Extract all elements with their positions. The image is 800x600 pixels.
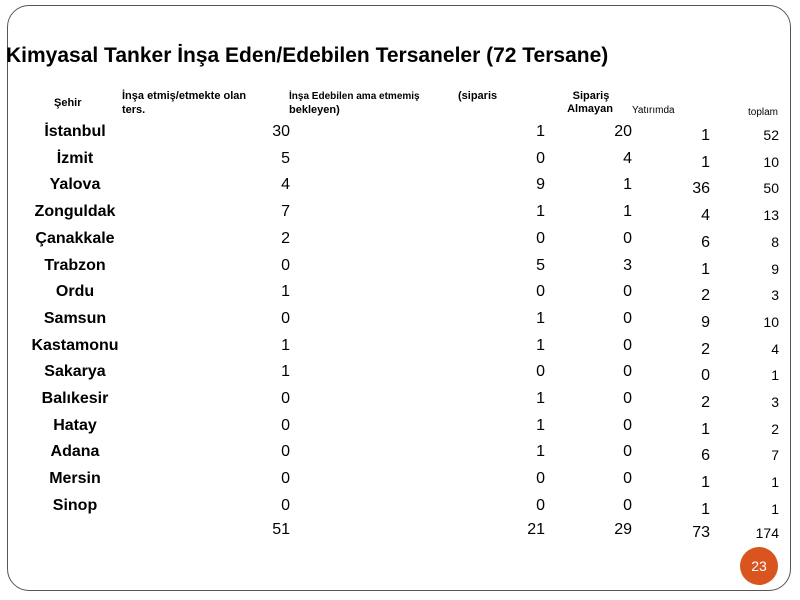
toplam-cell: 13 [763, 207, 779, 223]
yatirimda-cell: 1 [701, 261, 710, 278]
insa-cell: 30 [272, 123, 290, 140]
almayan-cell: 0 [623, 363, 632, 380]
bekleyen-cell: 1 [536, 417, 545, 434]
city-cell: Ordu [55, 283, 95, 300]
page-number-badge: 23 [740, 547, 778, 585]
yatirimda-cell: 6 [701, 234, 710, 251]
insa-cell: 0 [281, 443, 290, 460]
city-cell: Sakarya [44, 363, 106, 380]
header-sehir: Şehir [54, 97, 82, 109]
toplam-cell: 7 [771, 447, 779, 463]
insa-cell: 0 [281, 310, 290, 327]
city-cell: Adana [50, 443, 100, 460]
yatirimda-cell: 1 [701, 421, 710, 438]
almayan-cell: 0 [623, 310, 632, 327]
toplam-cell: 10 [763, 154, 779, 170]
almayan-cell: 0 [623, 417, 632, 434]
yatirimda-cell: 9 [701, 314, 710, 331]
almayan-cell: 1 [623, 176, 632, 193]
header-almayan-line2: Almayan [567, 103, 613, 115]
insa-cell: 0 [281, 390, 290, 407]
almayan-cell: 0 [623, 283, 632, 300]
yatirimda-cell: 0 [701, 367, 710, 384]
toplam-cell: 52 [763, 127, 779, 143]
city-cell: Trabzon [44, 257, 106, 274]
city-cell: Samsun [43, 310, 107, 327]
almayan-cell: 1 [623, 203, 632, 220]
insa-cell: 4 [281, 176, 290, 193]
bekleyen-cell: 1 [536, 337, 545, 354]
total-almayan: 29 [614, 521, 632, 538]
toplam-cell: 1 [771, 501, 779, 517]
insa-cell: 7 [281, 203, 290, 220]
bekleyen-cell: 0 [536, 363, 545, 380]
total-toplam: 174 [755, 525, 779, 541]
toplam-cell: 1 [771, 474, 779, 490]
toplam-cell: 4 [771, 341, 779, 357]
yatirimda-cell: 1 [701, 154, 710, 171]
insa-cell: 5 [281, 150, 290, 167]
city-cell: Mersin [49, 470, 101, 487]
bekleyen-cell: 1 [536, 123, 545, 140]
toplam-cell: 3 [771, 287, 779, 303]
header-siparis-line1: Sipariş [572, 90, 610, 102]
toplam-cell: 9 [771, 261, 779, 277]
insa-cell: 0 [281, 497, 290, 514]
almayan-cell: 0 [623, 230, 632, 247]
insa-cell: 1 [281, 337, 290, 354]
insa-cell: 1 [281, 283, 290, 300]
yatirimda-cell: 1 [701, 127, 710, 144]
header-edebilen-line1: İnşa Edebilen ama etmemiş [289, 91, 420, 102]
toplam-cell: 10 [763, 314, 779, 330]
city-cell: Balıkesir [41, 390, 109, 407]
bekleyen-cell: 9 [536, 176, 545, 193]
header-yatirimda: Yatırımda [632, 105, 675, 116]
total-bekleyen: 21 [527, 521, 545, 538]
bekleyen-cell: 1 [536, 390, 545, 407]
header-edebilen-line2: bekleyen) [289, 104, 340, 116]
bekleyen-cell: 1 [536, 310, 545, 327]
almayan-cell: 0 [623, 390, 632, 407]
toplam-cell: 3 [771, 394, 779, 410]
city-cell: Yalova [49, 176, 101, 193]
header-toplam: toplam [748, 107, 779, 118]
city-cell: İzmit [56, 150, 94, 167]
toplam-cell: 8 [771, 234, 779, 250]
yatirimda-cell: 2 [701, 394, 710, 411]
toplam-cell: 1 [771, 367, 779, 383]
bekleyen-cell: 0 [536, 150, 545, 167]
insa-cell: 0 [281, 257, 290, 274]
almayan-cell: 0 [623, 337, 632, 354]
city-cell: Sinop [52, 497, 98, 514]
yatirimda-cell: 1 [701, 501, 710, 518]
city-cell: Kastamonu [31, 337, 119, 354]
bekleyen-cell: 1 [536, 203, 545, 220]
yatirimda-cell: 36 [692, 180, 710, 197]
bekleyen-cell: 0 [536, 470, 545, 487]
yatirimda-cell: 4 [701, 207, 710, 224]
insa-cell: 2 [281, 230, 290, 247]
insa-cell: 0 [281, 470, 290, 487]
almayan-cell: 0 [623, 443, 632, 460]
yatirimda-cell: 1 [701, 474, 710, 491]
header-insa-line2: ters. [122, 104, 146, 116]
almayan-cell: 20 [614, 123, 632, 140]
yatirimda-cell: 2 [701, 287, 710, 304]
city-cell: Hatay [53, 417, 97, 434]
bekleyen-cell: 0 [536, 283, 545, 300]
insa-cell: 0 [281, 417, 290, 434]
header-insa-line1: İnşa etmiş/etmekte olan [122, 90, 247, 102]
almayan-cell: 3 [623, 257, 632, 274]
almayan-cell: 0 [623, 497, 632, 514]
slide-title: Kimyasal Tanker İnşa Eden/Edebilen Tersaneler (72 Tersane) [6, 44, 609, 67]
city-cell: İstanbul [44, 123, 106, 140]
header-siparis-paren: (siparis [458, 90, 498, 102]
city-cell: Çanakkale [35, 230, 115, 247]
bekleyen-cell: 0 [536, 230, 545, 247]
bekleyen-cell: 5 [536, 257, 545, 274]
almayan-cell: 4 [623, 150, 632, 167]
yatirimda-cell: 6 [701, 447, 710, 464]
almayan-cell: 0 [623, 470, 632, 487]
toplam-cell: 2 [771, 421, 779, 437]
toplam-cell: 50 [763, 180, 779, 196]
total-insa: 51 [272, 521, 290, 538]
city-cell: Zonguldak [34, 203, 116, 220]
total-yatirimda: 73 [692, 524, 710, 541]
yatirimda-cell: 2 [701, 341, 710, 358]
bekleyen-cell: 1 [536, 443, 545, 460]
insa-cell: 1 [281, 363, 290, 380]
bekleyen-cell: 0 [536, 497, 545, 514]
